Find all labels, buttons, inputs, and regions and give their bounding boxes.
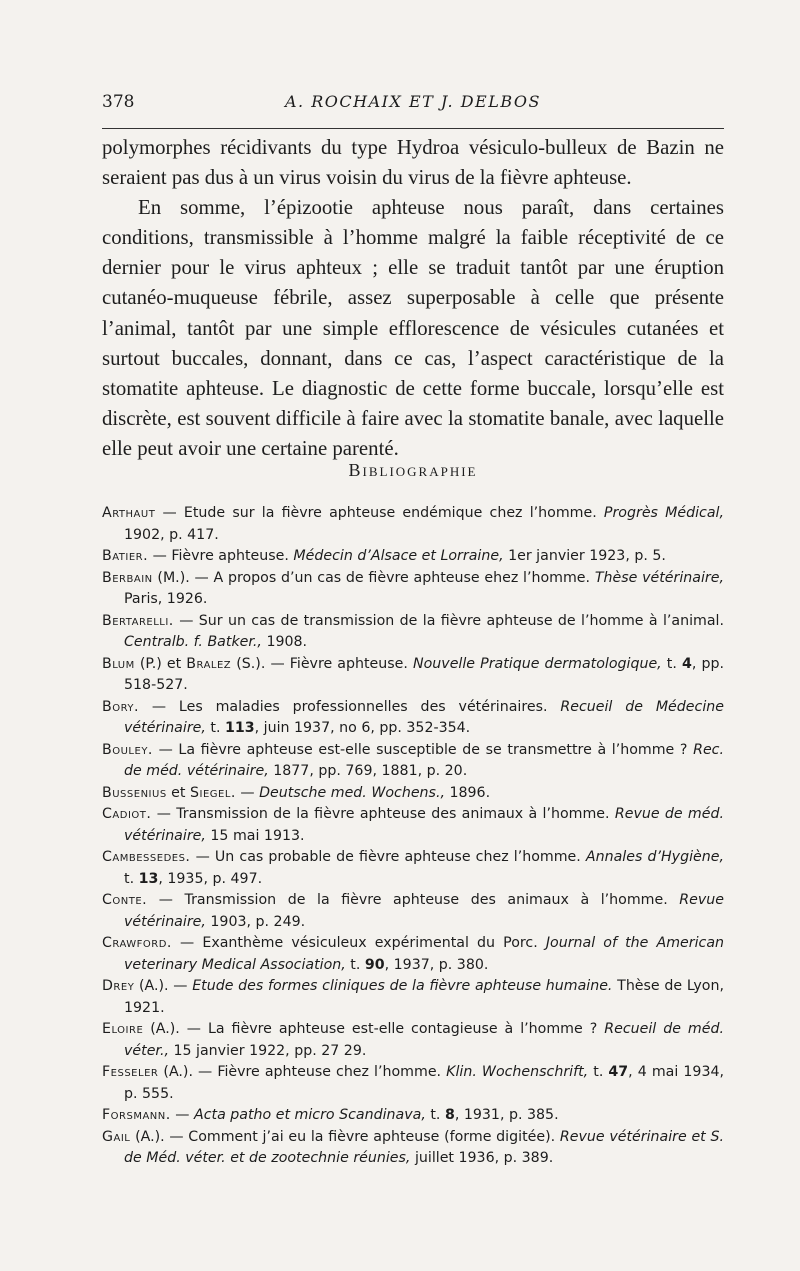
- body-text: [102, 133, 724, 464]
- entry-source: Centralb. f. Batker.,: [124, 634, 262, 650]
- entry-source: Recueil de méd. véter.,: [124, 1021, 724, 1059]
- running-header: [102, 92, 724, 120]
- entry-author: Eloire: [102, 1021, 144, 1037]
- entry-text: , 1931, p. 385.: [454, 1107, 559, 1123]
- entry-text: t.: [661, 655, 682, 672]
- entry-author: Bussenius: [102, 784, 167, 801]
- bibliography-entry: [102, 1105, 724, 1127]
- entry-text: Thèse de Lyon, 1921.: [124, 978, 724, 1016]
- entry-text: , juin 1937, no 6, pp. 352-354.: [254, 720, 471, 736]
- bibliography-entry: [102, 1127, 724, 1170]
- entry-author: Bertarelli.: [102, 612, 174, 629]
- entry-text: , 1937, p. 380.: [384, 956, 489, 973]
- entry-text: (S.). — Fièvre aphteuse.: [231, 655, 414, 672]
- entry-source: Progrès Médical,: [603, 505, 724, 521]
- entry-source: Annales d’Hygiène,: [585, 849, 724, 865]
- bibliography-entry: [102, 568, 724, 611]
- entry-text: 113: [224, 720, 255, 736]
- entry-source: Thèse vétérinaire,: [594, 569, 724, 586]
- entry-source: Revue de méd. vétérinaire,: [124, 806, 724, 844]
- entry-text: , 4 mai 1934, p. 555.: [124, 1064, 725, 1102]
- entry-text: (A.). — Comment j’ai eu la fièvre aphteuse (forme digitée).: [130, 1128, 560, 1145]
- entry-text: — Fièvre aphteuse.: [148, 548, 294, 564]
- entry-text: — La fièvre aphteuse est-elle susceptible de se transmettre à l’homme ?: [152, 741, 694, 758]
- entry-author: Batier.: [102, 548, 149, 564]
- entry-text: — Transmission de la fièvre aphteuse des animaux à l’homme.: [151, 806, 615, 822]
- bibliography-entry: [102, 804, 724, 847]
- entry-source: Nouvelle Pratique dermatologique,: [413, 655, 662, 672]
- entry-source: Klin. Wochenschrift,: [446, 1064, 589, 1080]
- bibliography-entry: [102, 611, 724, 654]
- entry-text: t.: [425, 1107, 445, 1123]
- entry-text: — Exanthème vésiculeux expérimental du Porc.: [171, 935, 546, 951]
- bibliography-heading: Bibliographie: [348, 460, 478, 480]
- entry-author: Cadiot.: [102, 806, 152, 822]
- header-rule: [102, 128, 724, 129]
- entry-source: Acta patho et micro Scandinava,: [194, 1107, 426, 1123]
- entry-text: (P.) et: [134, 655, 187, 672]
- entry-author: Drey: [102, 978, 135, 994]
- entry-author: Bory.: [102, 698, 140, 715]
- paragraph: En somme, l’épizootie aphteuse nous paraît, dans certaines conditions, transmissible à l’homme malgré la faible réceptivité de ce dernier pour le virus aphteux ; elle se traduit tantôt par une éruption cutanéo-muqueuse fébrile, assez superposable à celle que présente l’animal, tantôt par une simple efflorescence de vésicules cutanées et surtout buccales, donnant, dans ce cas, l’aspect caractéristique de la stomatite aphteuse. Le diagnostic de cette forme buccale, lorsqu’elle est discrète, est souvent difficile à faire avec la stomatite banale, avec laquelle elle peut avoir une certaine parenté.: [102, 196, 724, 460]
- entry-author: Crawford.: [102, 935, 172, 951]
- bibliography-entry: [102, 847, 724, 890]
- bibliography-entry: [102, 1062, 724, 1105]
- entry-text: (M.). — A propos d’un cas de fièvre aphteuse ehez l’homme.: [152, 569, 595, 586]
- entry-author: Arthaut: [102, 505, 156, 521]
- entry-author: Bouley.: [102, 741, 153, 758]
- entry-text: —: [235, 784, 260, 801]
- entry-author: Forsmann.: [102, 1107, 171, 1123]
- entry-text: 1908.: [261, 634, 308, 650]
- entry-text: Paris, 1926.: [124, 591, 208, 607]
- entry-author: Siegel.: [189, 784, 236, 801]
- entry-author: Conte.: [102, 892, 148, 908]
- entry-text: — Transmission de la fièvre aphteuse des animaux à l’homme.: [147, 892, 680, 908]
- entry-source: Recueil de Médecine vétérinaire,: [124, 698, 724, 736]
- entry-text: 8: [444, 1107, 455, 1123]
- bibliography-list: [102, 503, 724, 1170]
- entry-text: 13: [138, 870, 159, 887]
- entry-text: 1er janvier 1923, p. 5.: [503, 548, 666, 564]
- entry-text: — Sur un cas de transmission de la fièvre aphteuse de l’homme à l’animal.: [173, 612, 724, 629]
- entry-text: (A.). — Fièvre aphteuse chez l’homme.: [158, 1064, 447, 1080]
- bibliography-entry: [102, 740, 724, 783]
- entry-source: Revue vétérinaire et S. de Méd. véter. et de zootechnie réunies,: [124, 1128, 724, 1166]
- entry-text: 1902, p. 417.: [124, 526, 219, 543]
- bibliography-entry: [102, 503, 724, 546]
- entry-text: — Etude sur la fièvre aphteuse endémique chez l’homme.: [155, 505, 604, 521]
- running-title: A. ROCHAIX ET J. DELBOS: [285, 92, 541, 111]
- entry-text: 1896.: [444, 784, 491, 801]
- entry-text: 1903, p. 249.: [205, 913, 306, 930]
- entry-text: —: [170, 1107, 194, 1123]
- entry-text: juillet 1936, p. 389.: [410, 1150, 554, 1166]
- entry-text: et: [166, 784, 190, 801]
- bibliography-entry: [102, 783, 724, 805]
- bibliography-entry: [102, 933, 724, 976]
- entry-text: , 1935, p. 497.: [158, 870, 263, 887]
- paragraph: polymorphes récidivants du type Hydroa vésiculo-bulleux de Bazin ne seraient pas dus à un virus voisin du virus de la fièvre aphteuse.: [102, 136, 724, 190]
- entry-text: 47: [608, 1064, 629, 1080]
- entry-text: 4: [681, 655, 692, 672]
- bibliography-entry: [102, 697, 724, 740]
- bibliography-entry: [102, 546, 724, 568]
- entry-text: 90: [364, 956, 385, 973]
- entry-text: t.: [124, 870, 139, 887]
- entry-text: t.: [345, 956, 365, 973]
- entry-author: Gail: [102, 1128, 131, 1145]
- entry-author: Bralez: [186, 655, 232, 672]
- entry-text: (A.). — La fièvre aphteuse est-elle contagieuse à l’homme ?: [143, 1021, 605, 1037]
- entry-text: — Les maladies professionnelles des vétérinaires.: [139, 698, 561, 715]
- entry-author: Cambessedes.: [102, 849, 191, 865]
- entry-source: Revue vétérinaire,: [124, 892, 724, 930]
- entry-source: Deutsche med. Wochens.,: [259, 784, 445, 801]
- entry-author: Fesseler: [102, 1064, 159, 1080]
- entry-text: 15 mai 1913.: [205, 827, 305, 844]
- entry-text: , pp. 518-527.: [124, 655, 724, 693]
- entry-source: Journal of the American veterinary Medical Association,: [124, 935, 725, 973]
- entry-author: Berbain: [102, 569, 153, 586]
- entry-author: Blum: [102, 655, 135, 672]
- bibliography-entry: [102, 654, 724, 697]
- entry-text: (A.). —: [134, 978, 193, 994]
- bibliography-entry: [102, 1019, 724, 1062]
- bibliography-entry: [102, 976, 724, 1019]
- entry-source: Rec. de méd. vétérinaire,: [124, 741, 724, 779]
- entry-text: 1877, pp. 769, 1881, p. 20.: [268, 763, 468, 779]
- entry-text: — Un cas probable de fièvre aphteuse chez l’homme.: [190, 849, 586, 865]
- page-number: 378: [102, 92, 135, 112]
- bibliography-entry: [102, 890, 724, 933]
- entry-source: Médecin d’Alsace et Lorraine,: [293, 548, 504, 564]
- entry-text: t.: [588, 1064, 609, 1080]
- entry-text: t.: [205, 720, 225, 736]
- entry-text: 15 janvier 1922, pp. 27 29.: [168, 1042, 367, 1059]
- entry-source: Etude des formes cliniques de la fièvre aphteuse humaine.: [192, 978, 613, 994]
